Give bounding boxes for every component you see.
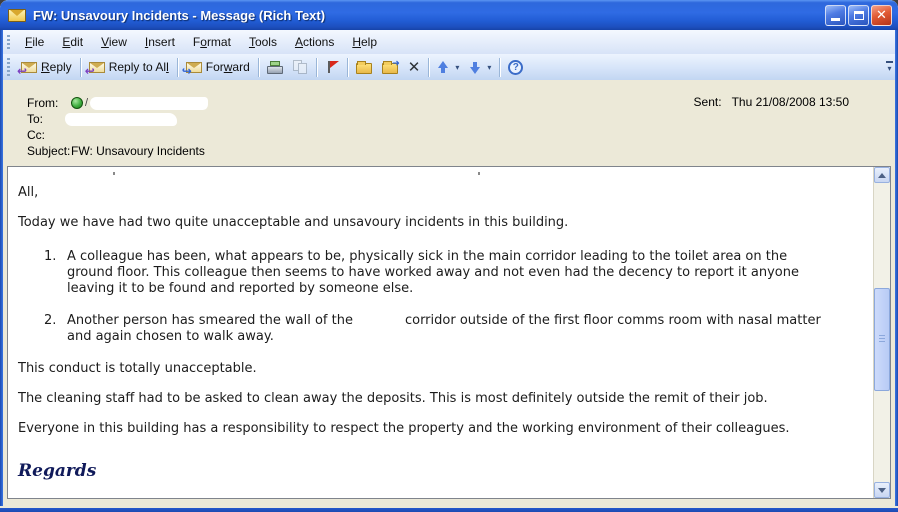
toolbar-options-button[interactable]: ▾ — [886, 61, 893, 73]
menu-item-tools[interactable]: Tools — [248, 35, 277, 49]
message-body-frame — [7, 166, 891, 499]
copy-icon — [293, 60, 308, 74]
chevron-down-icon — [878, 488, 886, 493]
conduct-paragraph: This conduct is totally unacceptable. — [18, 361, 257, 376]
minimize-icon — [831, 18, 840, 21]
toolbar-separator — [80, 58, 81, 77]
maximize-icon — [854, 11, 864, 20]
toolbar-separator — [347, 58, 348, 77]
follow-up-flag-button[interactable] — [320, 58, 344, 76]
redacted-first-line — [18, 169, 873, 179]
help-icon: ? — [508, 60, 523, 75]
forward-label: Forward — [205, 60, 250, 74]
list-item-text: A colleague has been, what appears to be, physically sick in the main corridor leading to the toilet area on the ground floor. This colleague then seems to have worked away and not even had the decency to report it anyone leaving it to be found and reported by someone else. — [67, 249, 799, 296]
menu-bar — [3, 30, 895, 54]
delete-button[interactable] — [403, 58, 426, 77]
next-item-button[interactable] — [464, 59, 496, 76]
cleaning-paragraph: The cleaning staff had to be asked to clean away the deposits. This is most definitely outside the remit of their job. — [18, 391, 768, 406]
forward-button[interactable] — [181, 58, 255, 76]
reply-icon: ↩ — [21, 62, 37, 73]
previous-item-icon — [437, 61, 450, 74]
toolbar-grip-handle[interactable] — [7, 58, 10, 77]
sent-label: Sent: — [693, 95, 722, 109]
flag-icon — [325, 60, 339, 74]
subject-label: Subject: — [27, 144, 71, 158]
sent-value: Thu 21/08/2008 13:50 — [731, 95, 849, 109]
message-header — [3, 80, 895, 166]
subject-value: FW: Unsavoury Incidents — [71, 144, 205, 158]
reply-to-all-button[interactable] — [84, 58, 174, 76]
toolbar-options-icon — [886, 61, 893, 63]
window-border-bottom — [0, 506, 898, 512]
redacted-from-name — [90, 97, 208, 110]
print-button[interactable] — [262, 59, 288, 76]
signoff: Regards — [18, 461, 97, 481]
menu-item-insert[interactable]: Insert — [144, 35, 175, 49]
message-body[interactable] — [8, 167, 873, 498]
redaction-artifact: / — [85, 97, 89, 109]
menu-item-help[interactable]: Help — [352, 35, 378, 49]
title-bar[interactable] — [0, 0, 898, 30]
reply-to-all-icon: ↩ — [89, 62, 105, 73]
open-folder-button[interactable] — [351, 58, 377, 76]
presence-online-icon — [71, 97, 83, 109]
envelope-icon — [8, 9, 26, 22]
subject-row — [3, 143, 895, 159]
delete-icon: ✕ — [407, 58, 421, 76]
previous-item-button[interactable] — [432, 59, 464, 76]
list-item-text: Another person has smeared the wall of the corridor outside of the first floor comms room with nasal matter and again chosen to walk away. — [67, 313, 821, 344]
menu-item-actions[interactable]: Actions — [294, 35, 335, 49]
toolbar-separator — [316, 58, 317, 77]
maximize-button[interactable] — [848, 5, 869, 26]
toolbar-separator — [428, 58, 429, 77]
list-number: 2. — [44, 313, 57, 328]
everyone-paragraph: Everyone in this building has a responsibility to respect the property and the working environment of their colleagues. — [18, 421, 790, 436]
numbered-item-2 — [18, 313, 873, 345]
cc-label: Cc: — [27, 128, 45, 142]
sent-row — [694, 95, 849, 109]
standard-toolbar — [3, 54, 895, 80]
scroll-down-button[interactable] — [874, 482, 890, 498]
numbered-item-1 — [18, 249, 873, 297]
scroll-thumb[interactable] — [874, 288, 890, 391]
redaction-artifact — [113, 172, 115, 175]
next-item-dropdown-icon[interactable]: ▾ — [487, 62, 492, 72]
toolbar-separator — [499, 58, 500, 77]
vertical-scrollbar[interactable] — [873, 167, 890, 498]
reply-button[interactable] — [16, 58, 77, 76]
move-to-folder-button[interactable] — [377, 58, 403, 76]
forward-icon: ↪ — [186, 62, 202, 73]
from-label: From: — [27, 96, 59, 110]
previous-item-dropdown-icon[interactable]: ▾ — [455, 62, 460, 72]
copy-button[interactable] — [288, 58, 313, 76]
to-label: To: — [27, 112, 44, 126]
cc-row — [3, 127, 895, 143]
move-to-folder-icon: ➜ — [382, 63, 398, 74]
close-icon: ✕ — [876, 7, 887, 22]
menu-grip-handle[interactable] — [7, 35, 10, 50]
window-title: FW: Unsavoury Incidents - Message (Rich Text) — [33, 7, 326, 23]
scroll-up-button[interactable] — [874, 167, 890, 183]
redacted-to-name — [65, 113, 177, 126]
open-folder-icon — [356, 63, 372, 74]
toolbar-separator — [177, 58, 178, 77]
intro-paragraph: Today we have had two quite unacceptable and unsavoury incidents in this building. — [18, 215, 569, 230]
menu-item-format[interactable]: Format — [192, 35, 231, 49]
to-row — [3, 111, 895, 127]
salutation: All, — [18, 185, 39, 200]
menu-item-edit[interactable]: Edit — [62, 35, 84, 49]
redaction-artifact — [478, 172, 480, 175]
close-button[interactable] — [871, 5, 892, 26]
toolbar-separator — [258, 58, 259, 77]
minimize-button[interactable] — [825, 5, 846, 26]
menu-item-file[interactable]: File — [25, 35, 45, 49]
reply-to-all-label: Reply to All — [108, 60, 169, 74]
reply-label: Reply — [41, 60, 72, 74]
print-icon — [267, 61, 283, 74]
help-button[interactable] — [503, 58, 528, 77]
list-number: 1. — [44, 249, 57, 264]
next-item-icon — [469, 61, 482, 74]
chevron-up-icon — [878, 173, 886, 178]
menu-item-view[interactable]: View — [101, 35, 127, 49]
